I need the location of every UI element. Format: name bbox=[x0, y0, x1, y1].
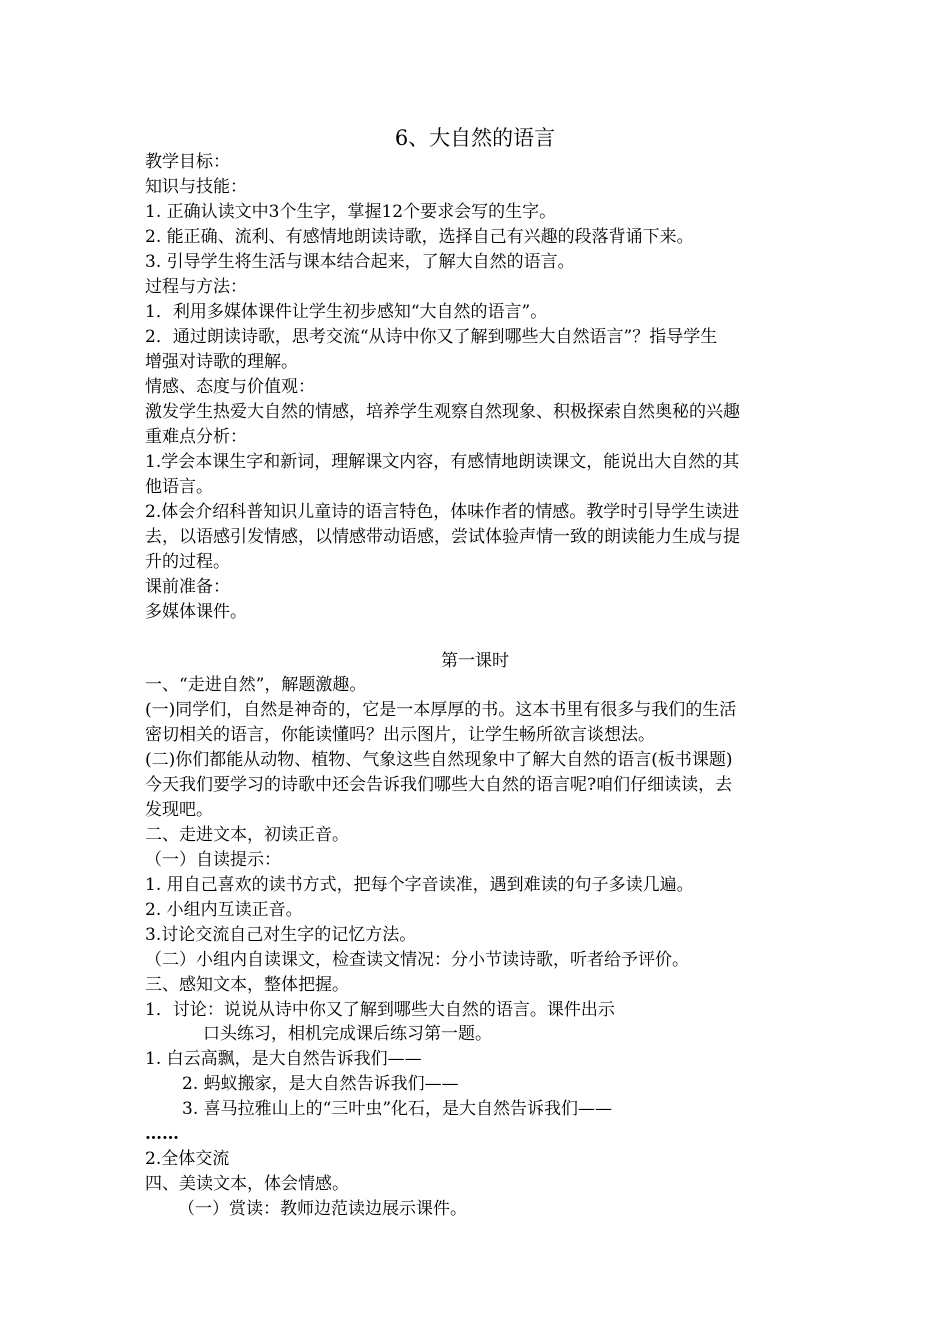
section-heading: 三、感知文本，整体把握。 bbox=[145, 975, 349, 995]
list-item: 3.讨论交流自己对生字的记忆方法。 bbox=[145, 925, 417, 945]
list-item-continuation: 升的过程。 bbox=[145, 552, 230, 572]
section-title-first-lesson: 第一课时 bbox=[441, 651, 509, 671]
list-item: 1. 正确认读文中3个生字，掌握12个要求会写的生字。 bbox=[145, 202, 557, 222]
list-item: 2. 能正确、流利、有感情地朗读诗歌，选择自己有兴趣的段落背诵下来。 bbox=[145, 227, 694, 247]
list-item: 1．讨论：说说从诗中你又了解到哪些大自然的语言。课件出示 bbox=[145, 1000, 615, 1020]
list-item-continuation: 口头练习，相机完成课后练习第一题。 bbox=[203, 1024, 492, 1044]
paragraph-line: (一)同学们，自然是神奇的，它是一本厚厚的书。这本书里有很多与我们的生活 bbox=[145, 700, 737, 720]
list-item: 1. 用自己喜欢的读书方式，把每个字音读准，遇到难读的句子多读几遍。 bbox=[145, 875, 694, 895]
subsection-heading: （一）赏读：教师边范读边展示课件。 bbox=[178, 1199, 467, 1219]
paragraph-line: 今天我们要学习的诗歌中还会告诉我们哪些大自然的语言呢?咱们仔细读读，去 bbox=[145, 775, 733, 795]
subheading-knowledge-skills: 知识与技能： bbox=[145, 177, 247, 197]
section-heading: 四、美读文本，体会情感。 bbox=[145, 1174, 349, 1194]
list-item-continuation: 增强对诗歌的理解。 bbox=[145, 352, 298, 372]
heading-teaching-goals: 教学目标： bbox=[145, 152, 230, 172]
ellipsis: …… bbox=[145, 1124, 179, 1144]
list-item: 2. 小组内互读正音。 bbox=[145, 900, 303, 920]
document-title: 6、大自然的语言 bbox=[394, 126, 556, 150]
subheading-key-difficulties: 重难点分析： bbox=[145, 427, 247, 447]
list-item: 2．通过朗读诗歌，思考交流“从诗中你又了解到哪些大自然语言”？指导学生 bbox=[145, 327, 718, 347]
list-item: 2.全体交流 bbox=[145, 1149, 230, 1169]
paragraph-line: 多媒体课件。 bbox=[145, 602, 247, 622]
section-heading: 二、走进文本，初读正音。 bbox=[145, 825, 349, 845]
exercise-item: 3. 喜马拉雅山上的“三叶虫”化石，是大自然告诉我们—— bbox=[182, 1099, 613, 1119]
subheading-emotion-values: 情感、态度与价值观： bbox=[145, 377, 315, 397]
list-item: 2.体会介绍科普知识儿童诗的语言特色，体味作者的情感。教学时引导学生读进 bbox=[145, 502, 740, 522]
subsection-heading: （二）小组内自读课文，检查读文情况：分小节读诗歌，听者给予评价。 bbox=[145, 950, 689, 970]
exercise-item: 1. 白云高飘，是大自然告诉我们—— bbox=[145, 1049, 422, 1069]
list-item-continuation: 去，以语感引发情感，以情感带动语感，尝试体验声情一致的朗读能力生成与提 bbox=[145, 527, 740, 547]
list-item: 1．利用多媒体课件让学生初步感知“大自然的语言”。 bbox=[145, 302, 548, 322]
subheading-process-method: 过程与方法： bbox=[145, 277, 247, 297]
paragraph-line: 激发学生热爱大自然的情感，培养学生观察自然现象、积极探索自然奥秘的兴趣 bbox=[145, 402, 740, 422]
exercise-item: 2. 蚂蚁搬家，是大自然告诉我们—— bbox=[182, 1074, 459, 1094]
section-heading: 一、“走进自然”，解题激趣。 bbox=[145, 675, 367, 695]
subheading-preparation: 课前准备： bbox=[145, 577, 230, 597]
list-item: 1.学会本课生字和新词，理解课文内容，有感情地朗读课文，能说出大自然的其 bbox=[145, 452, 740, 472]
paragraph-line: 发现吧。 bbox=[145, 800, 213, 820]
subsection-heading: （一）自读提示： bbox=[145, 850, 281, 870]
paragraph-line: 密切相关的语言，你能读懂吗？出示图片，让学生畅所欲言谈想法。 bbox=[145, 725, 655, 745]
list-item-continuation: 他语言。 bbox=[145, 477, 213, 497]
list-item: 3. 引导学生将生活与课本结合起来，了解大自然的语言。 bbox=[145, 252, 575, 272]
paragraph-line: (二)你们都能从动物、植物、气象这些自然现象中了解大自然的语言(板书课题) bbox=[145, 750, 733, 770]
